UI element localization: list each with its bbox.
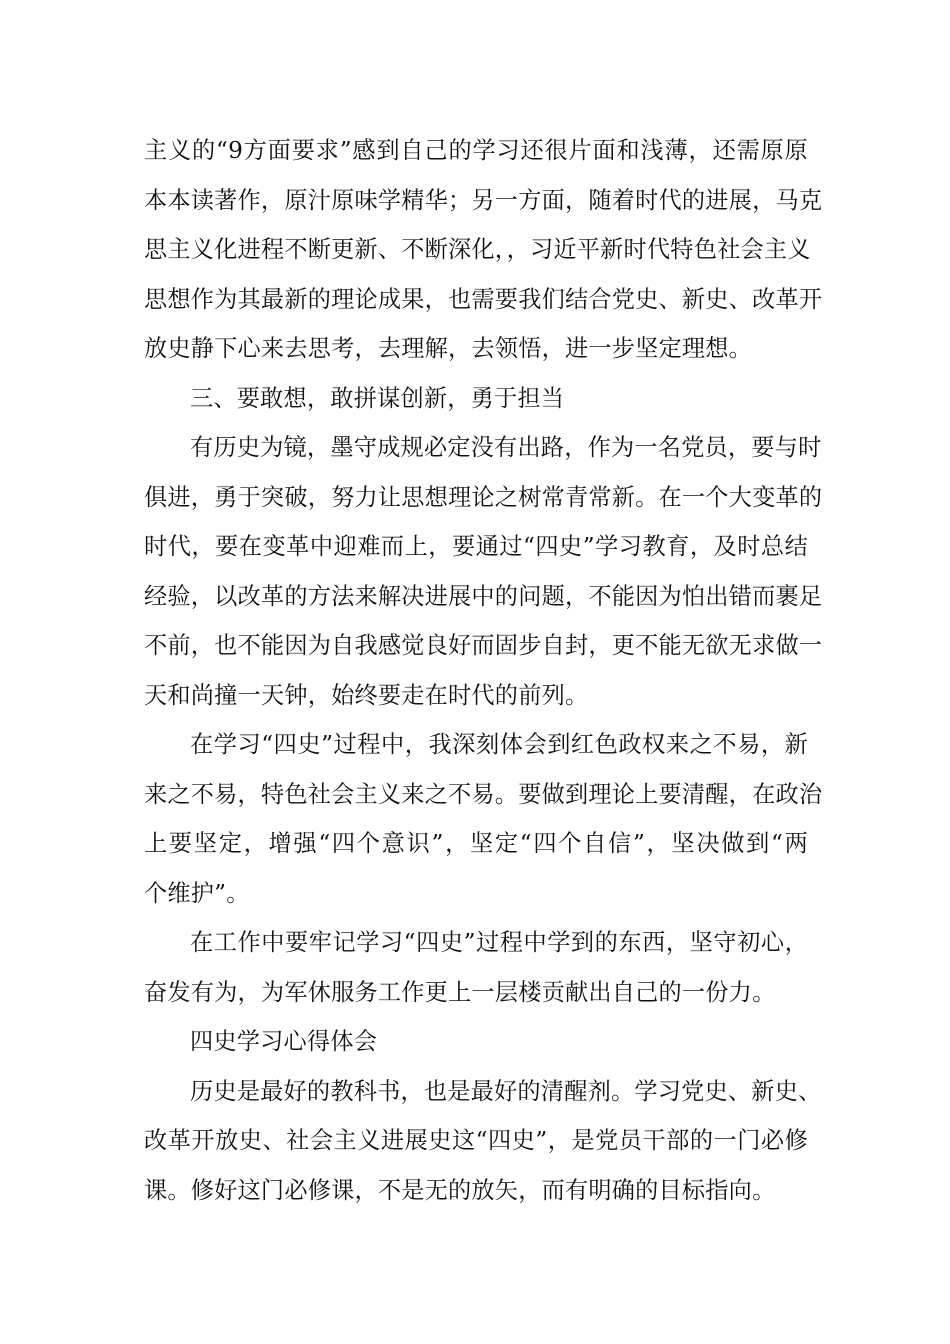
paragraph-first-line: 有历史为镜，墨守成规必定没有出路，作为一名党员，要与时 (190, 434, 822, 461)
section-heading: 三、要敢想，敢拼谋创新，勇于担当 (190, 384, 565, 412)
paragraph-first-line: 在学习“四史”过程中，我深刻体会到红色政权来之不易，新 (190, 731, 808, 758)
paragraph-first-line: 历史是最好的教科书，也是最好的清醒剂。学习党史、新史、 (190, 1077, 822, 1105)
body-text (144, 126, 823, 1215)
text-line: 时代，要在变革中迎难而上，要通过“四史”学习教育，及时总结 (144, 533, 808, 560)
text-line: 改革开放史、社会主义进展史这“四史”，是党员干部的一门必修 (144, 1127, 808, 1154)
text-line: 主义的“9方面要求”感到自己的学习还很片面和浅薄，还需原原 (144, 137, 808, 164)
text-line: 思想作为其最新的理论成果，也需要我们结合党史、新史、改革开 (144, 285, 823, 313)
text-line: 思主义化进程不断更新、不断深化，，习近平新时代特色社会主义 (144, 236, 811, 263)
text-line: 天和尚撞一天钟，始终要走在时代的前列。 (144, 681, 589, 709)
text-line: 经验，以改革的方法来解决进展中的问题，不能因为怕出错而裹足 (144, 582, 823, 610)
text-line: 不前，也不能因为自我感觉良好而固步自封，更不能无欲无求做一 (144, 632, 823, 659)
text-line: 俱进，勇于突破，努力让思想理论之树常青常新。在一个大变革的 (144, 483, 823, 511)
text-line: 放史静下心来去思考，去理解，去领悟，进一步坚定理想。 (144, 335, 753, 362)
text-line: 个维护”。 (144, 879, 250, 907)
text-line: 课。修好这门必修课，不是无的放矢，而有明确的目标指向。 (144, 1176, 776, 1204)
text-line: 奋发有为，为军休服务工作更上一层楼贡献出自己的一份力。 (144, 978, 776, 1006)
text-line: 上要坚定，增强“四个意识”，坚定“四个自信”，坚决做到“两 (144, 830, 808, 857)
paragraph-first-line: 在工作中要牢记学习“四史”过程中学到的东西，坚守初心， (190, 929, 808, 956)
section-heading: 四史学习心得体会 (190, 1028, 378, 1055)
text-line: 本本读著作，原汁原味学精华；另一方面，随着时代的进展，马克 (144, 186, 823, 214)
text-line: 来之不易，特色社会主义来之不易。要做到理论上要清醒，在政治 (144, 780, 823, 808)
